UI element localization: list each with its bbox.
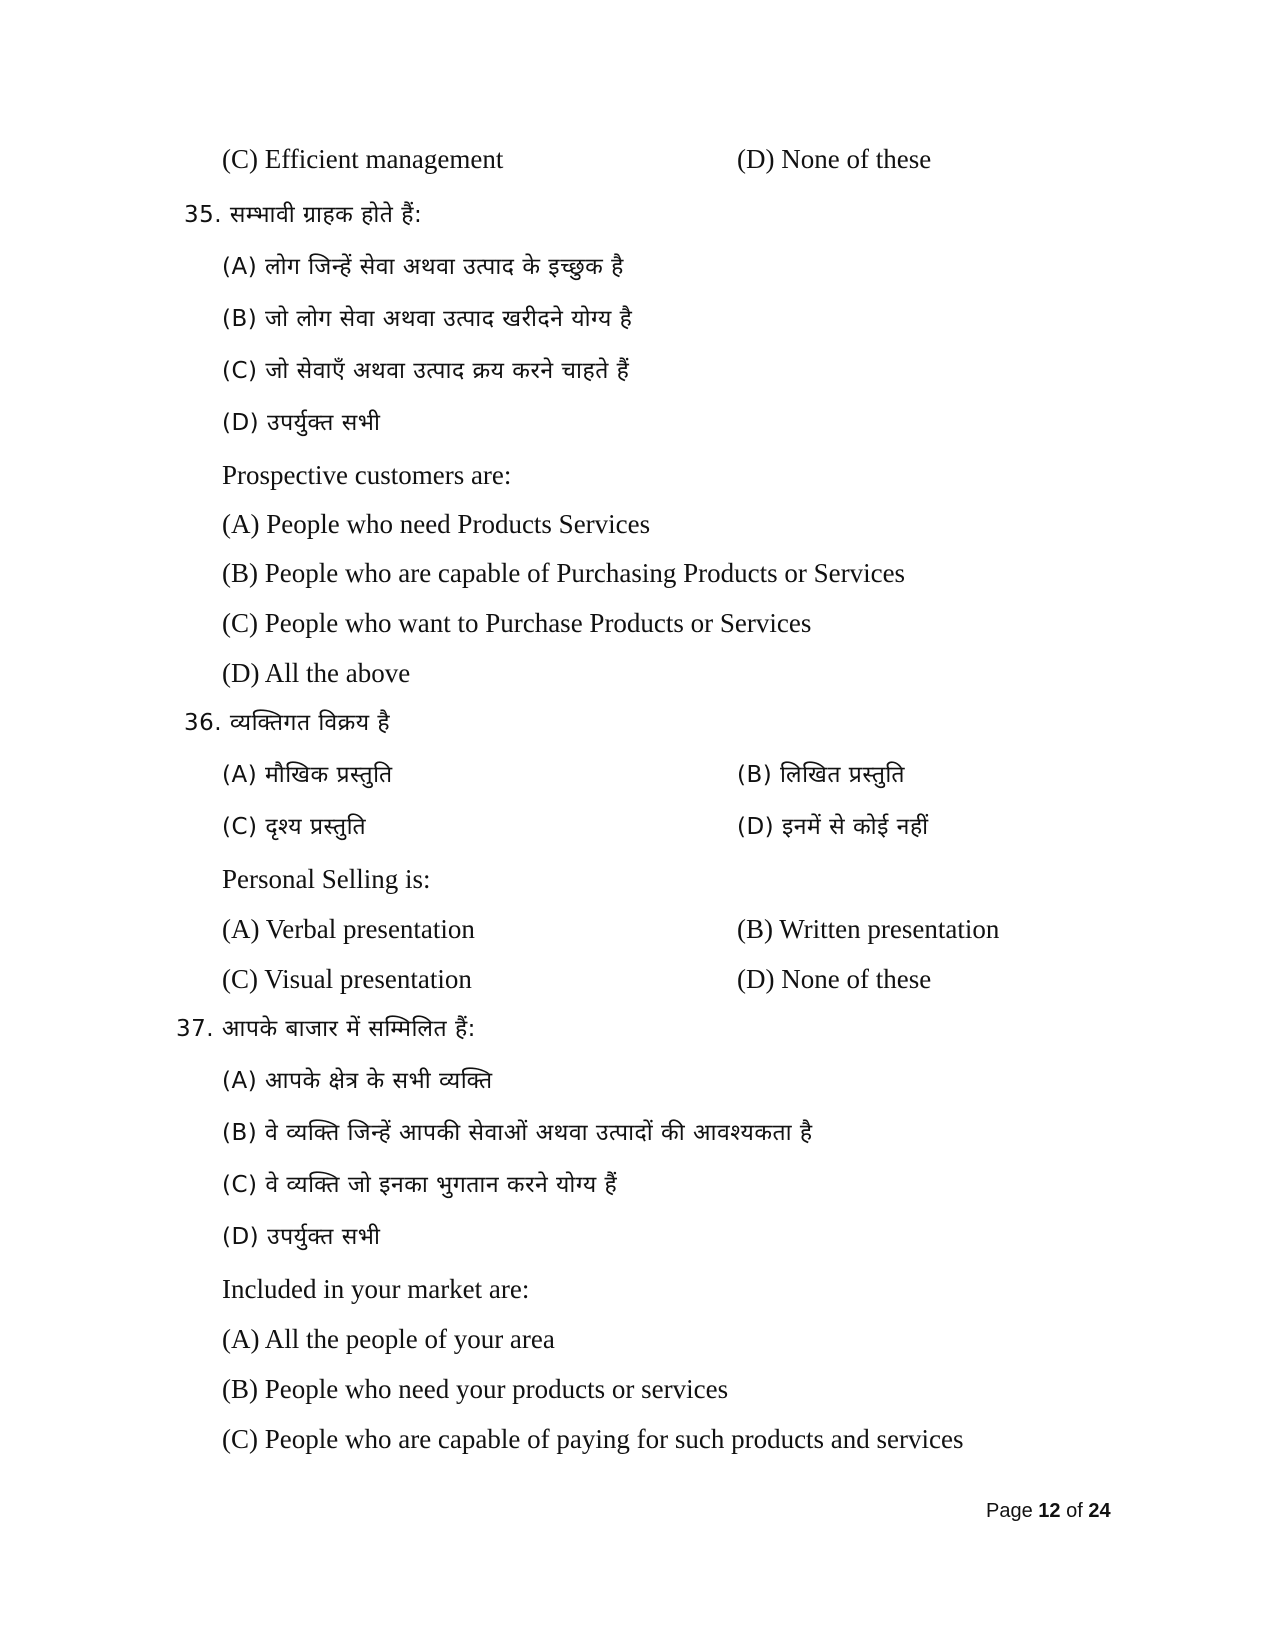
- q37-hindi-option-d: (D) उपर्युक्त सभी: [222, 1224, 381, 1250]
- option-d-none-of-these: (D) None of these: [737, 144, 932, 174]
- q35-hindi-option-b: (B) जो लोग सेवा अथवा उत्पाद खरीदने योग्य है: [222, 306, 633, 332]
- question-37-hindi: 37. आपके बाजार में सम्मिलित हैं:: [176, 1016, 476, 1042]
- q37-hindi-option-a: (A) आपके क्षेत्र के सभी व्यक्ति: [222, 1068, 493, 1094]
- question-37-english: Included in your market are:: [222, 1274, 530, 1304]
- q35-hindi-option-a: (A) लोग जिन्हें सेवा अथवा उत्पाद के इच्छुक है: [222, 254, 624, 280]
- q37-english-option-a: (A) All the people of your area: [222, 1324, 555, 1354]
- option-c-efficient-management: (C) Efficient management: [222, 144, 504, 174]
- question-35-english: Prospective customers are:: [222, 460, 512, 490]
- q36-english-option-a: (A) Verbal presentation: [222, 914, 475, 944]
- q36-hindi-option-d: (D) इनमें से कोई नहीं: [737, 814, 929, 840]
- q35-hindi-option-c: (C) जो सेवाएँ अथवा उत्पाद क्रय करने चाहते हैं: [222, 358, 630, 384]
- question-36-hindi: 36. व्यक्तिगत विक्रय है: [184, 710, 391, 736]
- question-36-english: Personal Selling is:: [222, 864, 431, 894]
- q37-hindi-option-c: (C) वे व्यक्ति जो इनका भुगतान करने योग्य हैं: [222, 1172, 618, 1198]
- page-number-footer: [986, 1500, 1111, 1523]
- q36-hindi-option-c: (C) दृश्य प्रस्तुति: [222, 814, 367, 840]
- total-page-count: 24: [1088, 1500, 1111, 1522]
- q36-hindi-option-a: (A) मौखिक प्रस्तुति: [222, 762, 393, 788]
- current-page-number: 12: [1038, 1500, 1061, 1522]
- page-label: Page: [986, 1500, 1033, 1522]
- q37-hindi-option-b: (B) वे व्यक्ति जिन्हें आपकी सेवाओं अथवा उत्पादों की आवश्यकता है: [222, 1120, 813, 1146]
- q35-english-option-a: (A) People who need Products Services: [222, 509, 651, 539]
- q37-english-option-c: (C) People who are capable of paying for such products and services: [222, 1424, 964, 1454]
- q36-english-option-d: (D) None of these: [737, 964, 932, 994]
- q35-english-option-c: (C) People who want to Purchase Products or Services: [222, 608, 812, 638]
- q36-english-option-c: (C) Visual presentation: [222, 964, 472, 994]
- q35-english-option-d: (D) All the above: [222, 658, 411, 688]
- question-35-hindi: 35. सम्भावी ग्राहक होते हैं:: [184, 202, 423, 228]
- q35-english-option-b: (B) People who are capable of Purchasing Products or Services: [222, 558, 906, 588]
- q36-hindi-option-b: (B) लिखित प्रस्तुति: [737, 762, 905, 788]
- q35-hindi-option-d: (D) उपर्युक्त सभी: [222, 410, 381, 436]
- q36-english-option-b: (B) Written presentation: [737, 914, 1000, 944]
- q37-english-option-b: (B) People who need your products or services: [222, 1374, 729, 1404]
- of-label: of: [1066, 1500, 1083, 1522]
